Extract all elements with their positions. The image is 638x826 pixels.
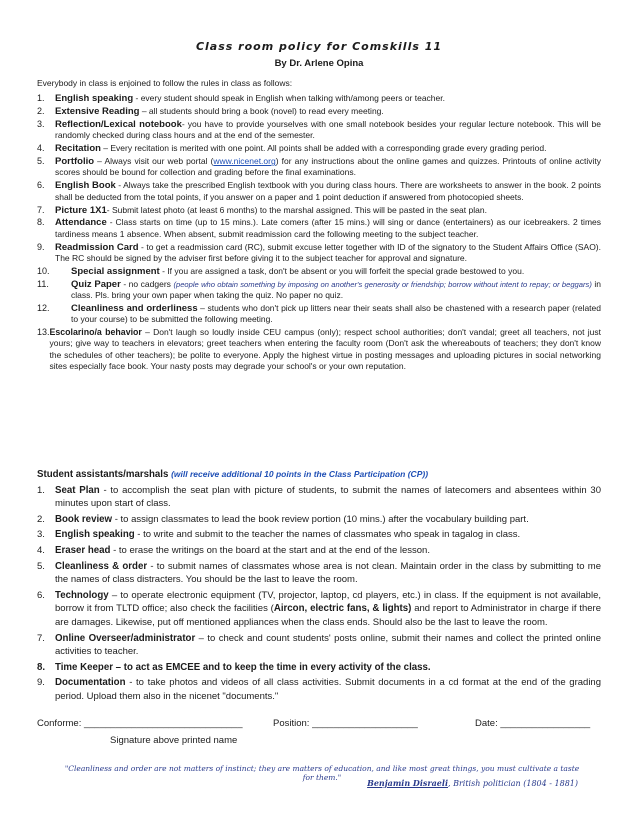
- duty-text: - to erase the writings on the board at the start and at the end of the lesson.: [110, 544, 430, 556]
- assistants-heading: Student assistants/marshals: [37, 469, 169, 480]
- rule-number: 4.: [37, 143, 45, 154]
- duty-text: and report to Administrator in charge if there are damages. Likewise, put off mentioned appliances when the class ends. Should also be the last to leave the room.: [55, 603, 601, 628]
- rule-number: 2.: [37, 106, 45, 117]
- rule-number: 9.: [37, 241, 45, 252]
- assistants-section: [37, 468, 601, 706]
- rule-title: Picture 1X1: [55, 204, 107, 216]
- rule-text: - Always take the prescribed English textbook with you during class hours. There are worksheets to answer in the book. 2 points shall be deducted from the total points, if you answer on a paper and 1 point deduction if answered from photocopied sheets.: [55, 180, 601, 202]
- assistants-heading-line: [37, 468, 601, 482]
- duty-text: - to submit names of classmates whose area is not clean. Maintain order in the class by submitting to me the names of class distracters. You should be the last to leave the room.: [55, 560, 601, 586]
- rule-title: Quiz Paper: [71, 278, 121, 290]
- rule-title: English speaking: [55, 93, 134, 105]
- duty-item: [37, 661, 601, 675]
- rule-number: 13.: [37, 327, 50, 338]
- duty-title: Cleanliness & order: [55, 560, 148, 572]
- rule-item: [37, 205, 601, 216]
- duty-number: 1.: [37, 484, 45, 496]
- facilities-list: Aircon, electric fans, & lights): [273, 603, 412, 615]
- duty-number: 9.: [37, 677, 45, 689]
- duty-number: 2.: [37, 513, 45, 525]
- rule-text: - Class starts on time (up to 15 mins.). Late comers (after 15 mins.) will sing or dance (entertainers) as our icebreakers. 2 times tardiness means 1 absence. When absent, submit readmission card the following meeting to the subject teacher.: [55, 217, 601, 239]
- rule-item: [37, 327, 601, 372]
- duty-item: [37, 560, 601, 587]
- duty-text: – to check and count students' posts online, submit their names and collect the printed online activities to teacher.: [55, 632, 601, 658]
- duty-number: 7.: [37, 632, 45, 644]
- duty-item: [37, 589, 601, 630]
- rule-item: [37, 303, 601, 326]
- rule-text: - to get a readmission card (RC), submit excuse letter together with ID of the signatory to the Student Affairs Office (SAO). The RC should be signed by the adviser first before giving it to the subject teacher for approval and signature.: [55, 241, 601, 263]
- rule-number: 12.: [37, 302, 50, 313]
- rule-title: Cleanliness and orderliness: [71, 302, 198, 314]
- duty-text: - to assign classmates to lead the book review portion (10 mins.) after the vocabulary building part.: [112, 513, 529, 525]
- rule-title: Attendance: [55, 217, 107, 229]
- conforme-field: Conforme: ______________________________: [37, 718, 243, 729]
- rules-intro: Everybody in class is enjoined to follow the rules in class as follows:: [37, 78, 293, 88]
- rule-text: - no cadgers: [120, 278, 174, 289]
- duty-text: – to operate electronic equipment (TV, projector, laptop, cd players, etc.) in class. If the equipment is not available, borrow it from TLTD office; also check the facilities (: [55, 589, 601, 615]
- rule-title: English Book: [55, 180, 116, 192]
- duty-title: Seat Plan: [55, 484, 100, 496]
- rules-section: [37, 78, 601, 374]
- rule-item: [37, 156, 601, 179]
- duty-title: Book review: [55, 513, 113, 525]
- rule-title: Portfolio: [55, 156, 95, 168]
- duty-title: Time Keeper – to act as EMCEE and to keep the time in every activity of the class.: [55, 661, 431, 673]
- attribution-detail: , British politician (1804 - 1881): [447, 779, 578, 788]
- rule-text: – Always visit our web portal (: [94, 156, 214, 167]
- rule-text: – Every recitation is merited with one point. All points shall be added with a corresponding grade every grading period.: [100, 143, 547, 154]
- rule-title: Special assignment: [71, 265, 160, 277]
- duty-item: [37, 513, 601, 527]
- rule-item: [37, 93, 601, 104]
- rule-number: 3.: [37, 119, 45, 130]
- duty-title: Documentation: [55, 677, 126, 689]
- duty-title: English speaking: [55, 529, 135, 541]
- duty-number: 8.: [37, 661, 46, 673]
- duty-number: 4.: [37, 544, 45, 556]
- rule-text: in class. Pls. bring your own paper when taking the quiz. No paper no quiz.: [71, 278, 602, 300]
- rule-item: [37, 106, 601, 117]
- rule-item: [37, 143, 601, 154]
- quote-attribution: [367, 778, 578, 788]
- duty-number: 3.: [37, 529, 45, 541]
- rule-text: - Submit latest photo (at least 6 months) to the marshal assigned. This will be pasted in the seat plan.: [106, 204, 487, 215]
- rule-title: Reflection/Lexical notebook: [55, 119, 182, 131]
- rule-number: 8.: [37, 217, 45, 228]
- duty-item: [37, 676, 601, 703]
- rule-text: ) for any instructions about the online games and quizzes. Printouts of online activity scores should be bound for collection and grading before the final examinations.: [55, 156, 601, 178]
- rule-item: [37, 242, 601, 265]
- duty-title: Online Overseer/administrator: [55, 632, 196, 644]
- rule-number: 7.: [37, 204, 45, 215]
- rule-text: – Don't laugh so loudly inside CEU campus (only); respect school authorities; don't vandal; greet all teachers, not just yours; give way to teachers in elevators; greet teachers when entering the faculty room (Don't ask the whereabouts of teachers; they don't know the schedules of other teachers); be polite to everyone. Apply the highest virtue in posting messages and uploading pictures in social networking sites especially face book. Your nasty posts may degrade your school's or your own reputation.: [49, 327, 601, 371]
- duty-item: [37, 528, 601, 542]
- duty-item: [37, 544, 601, 558]
- footer-quote: "Cleanliness and order are not matters of instinct; they are matters of education, and like most great things, you must cultivate a taste for them.": [64, 764, 580, 782]
- signature-caption: Signature above printed name: [110, 735, 238, 746]
- duty-text: - to take photos and videos of all class activities. Submit documents in a cd format at the end of the grading period. Upload them also in the nicenet "documents.": [55, 677, 601, 702]
- document-title: Class room policy for Comskills 11: [195, 40, 443, 53]
- portal-link[interactable]: www.nicenet.org: [213, 156, 276, 167]
- rule-text: – all students should bring a book (novel) to read every meeting.: [139, 106, 384, 117]
- rule-number: 6.: [37, 180, 45, 191]
- rule-text: - every student should speak in English when talking with/among peers or teacher.: [133, 93, 445, 104]
- rule-title: Escolarino/a behavior: [49, 327, 142, 338]
- assistants-note: (will receive additional 10 points in the Class Participation (CP)): [171, 469, 429, 479]
- rule-title: Extensive Reading: [55, 106, 140, 118]
- attribution-name: Benjamin Disraeli: [367, 778, 448, 788]
- document-author: By Dr. Arlene Opina: [274, 58, 364, 69]
- rule-text: - If you are assigned a task, don't be absent or you will forfeit the special grade bestowed to you.: [159, 265, 525, 276]
- rule-number: 11.: [37, 278, 49, 289]
- rule-text: - you have to provide yourselves with one small notebook besides your regular lecture notebook. This will be randomly checked during class hours and at the end of the semester.: [55, 119, 601, 141]
- duty-text: - to write and submit to the teacher the names of classmates who speak in tagalog in class.: [134, 529, 521, 541]
- rule-title: Recitation: [55, 143, 101, 155]
- cadgers-definition: (people who obtain something by imposing on another's generosity or friendship; borrow without intent to repay; or beggars): [173, 279, 592, 289]
- duty-text: - to accomplish the seat plan with picture of students, to submit the names of latecomers and absentees within 30 minutes upon start of class.: [55, 484, 601, 510]
- rule-text: – students who don't pick up litters near their seats shall also be chastened with a research paper (related to your course) to be submitted the following meeting.: [71, 302, 601, 325]
- rule-item: [37, 266, 601, 277]
- duty-item: [37, 632, 601, 659]
- rule-item: [37, 180, 601, 203]
- duty-number: 6.: [37, 589, 45, 601]
- duty-item: [37, 484, 601, 511]
- duty-number: 5.: [37, 560, 45, 572]
- position-field: Position: ____________________: [273, 718, 418, 729]
- duty-title: Technology: [55, 589, 109, 601]
- rule-item: [37, 119, 601, 142]
- rule-item: [37, 279, 601, 302]
- rule-number: 5.: [37, 156, 45, 167]
- rule-item: [37, 217, 601, 240]
- rule-number: 10.: [37, 265, 50, 276]
- date-field: Date: _________________: [475, 718, 591, 729]
- duty-title: Eraser head: [55, 544, 111, 556]
- rule-number: 1.: [37, 93, 45, 104]
- rule-title: Readmission Card: [55, 241, 139, 253]
